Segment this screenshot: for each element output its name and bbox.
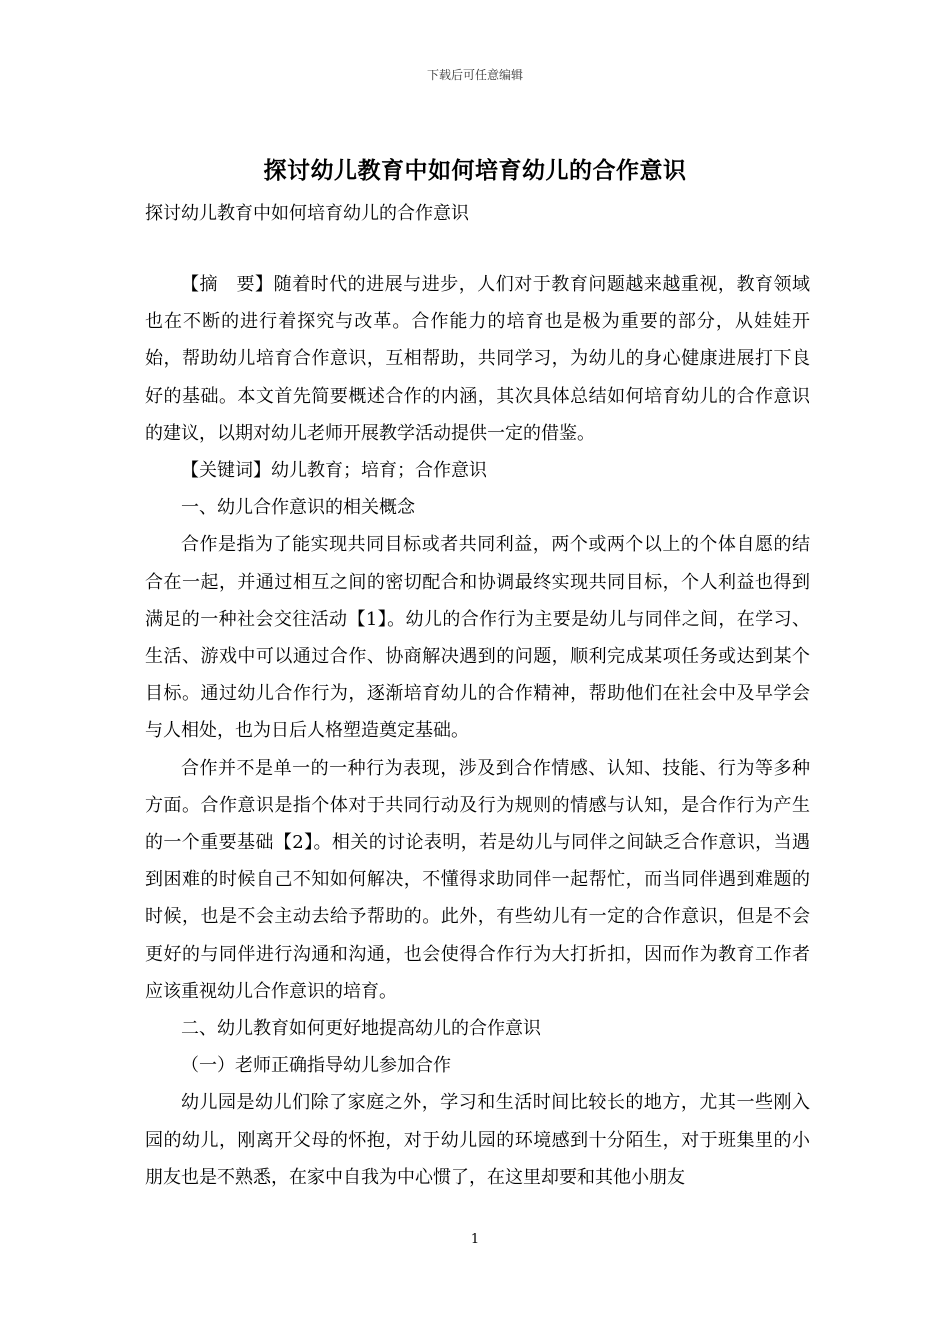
subsection-heading-1: （一）老师正确指导幼儿参加合作 bbox=[181, 1055, 451, 1077]
body-paragraph: 合作是指为了能实现共同目标或者共同利益，两个或两个以上的个体自愿的结合在一起，并通过相互之间的密切配合和协调最终实现共同目标，个人利益也得到满足的一种社会交往活动【1】。幼儿的合作行为主要是幼儿与同伴之间，在学习、生活、游戏中可以通过合作、协商解决遇到的问题，顺利完成某项任务或达到某个目标。通过幼儿合作行为，逐渐培育幼儿的合作精神，帮助他们在社会中及早学会与人相处，也为日后人格塑造奠定基础。 bbox=[145, 534, 810, 742]
body-paragraph: 幼儿园是幼儿们除了家庭之外，学习和生活时间比较长的地方，尤其一些刚入园的幼儿，刚离开父母的怀抱，对于幼儿园的环境感到十分陌生，对于班集里的小朋友也是不熟悉，在家中自我为中心惯了，在这里却要和其他小朋友 bbox=[145, 1092, 810, 1188]
body-paragraph: 合作并不是单一的一种行为表现，涉及到合作情感、认知、技能、行为等多种方面。合作意识是指个体对于共同行动及行为规则的情感与认知，是合作行为产生的一个重要基础【2】。相关的讨论表明，若是幼儿与同伴之间缺乏合作意识，当遇到困难的时候自己不知如何解决，不懂得求助同伴一起帮忙，而当同伴遇到难题的时候，也是不会主动去给予帮助的。此外，有些幼儿有一定的合作意识，但是不会更好的与同伴进行沟通和沟通，也会使得合作行为大打折扣，因而作为教育工作者应该重视幼儿合作意识的培育。 bbox=[145, 757, 810, 1002]
page-header-note: 下载后可任意编辑 bbox=[426, 68, 523, 82]
abstract-paragraph: 【摘 要】随着时代的进展与进步，人们对于教育问题越来越重视，教育领域也在不断的进行着探究与改革。合作能力的培育也是极为重要的部分，从娃娃开始，帮助幼儿培育合作意识，互相帮助，共同学习，为幼儿的身心健康进展打下良好的基础。本文首先简要概述合作的内涵，其次具体总结如何培育幼儿的合作意识的建议，以期对幼儿老师开展教学活动提供一定的借鉴。 bbox=[145, 274, 810, 444]
document-body bbox=[145, 266, 810, 1196]
section-heading-1: 一、幼儿合作意识的相关概念 bbox=[181, 497, 415, 519]
document-subtitle: 探讨幼儿教育中如何培育幼儿的合作意识 bbox=[145, 203, 469, 224]
section-heading-2: 二、幼儿教育如何更好地提高幼儿的合作意识 bbox=[181, 1018, 541, 1040]
document-title: 探讨幼儿教育中如何培育幼儿的合作意识 bbox=[263, 158, 687, 184]
keywords-paragraph: 【关键词】幼儿教育；培育；合作意识 bbox=[181, 460, 487, 482]
page-number: 1 bbox=[470, 1232, 480, 1247]
